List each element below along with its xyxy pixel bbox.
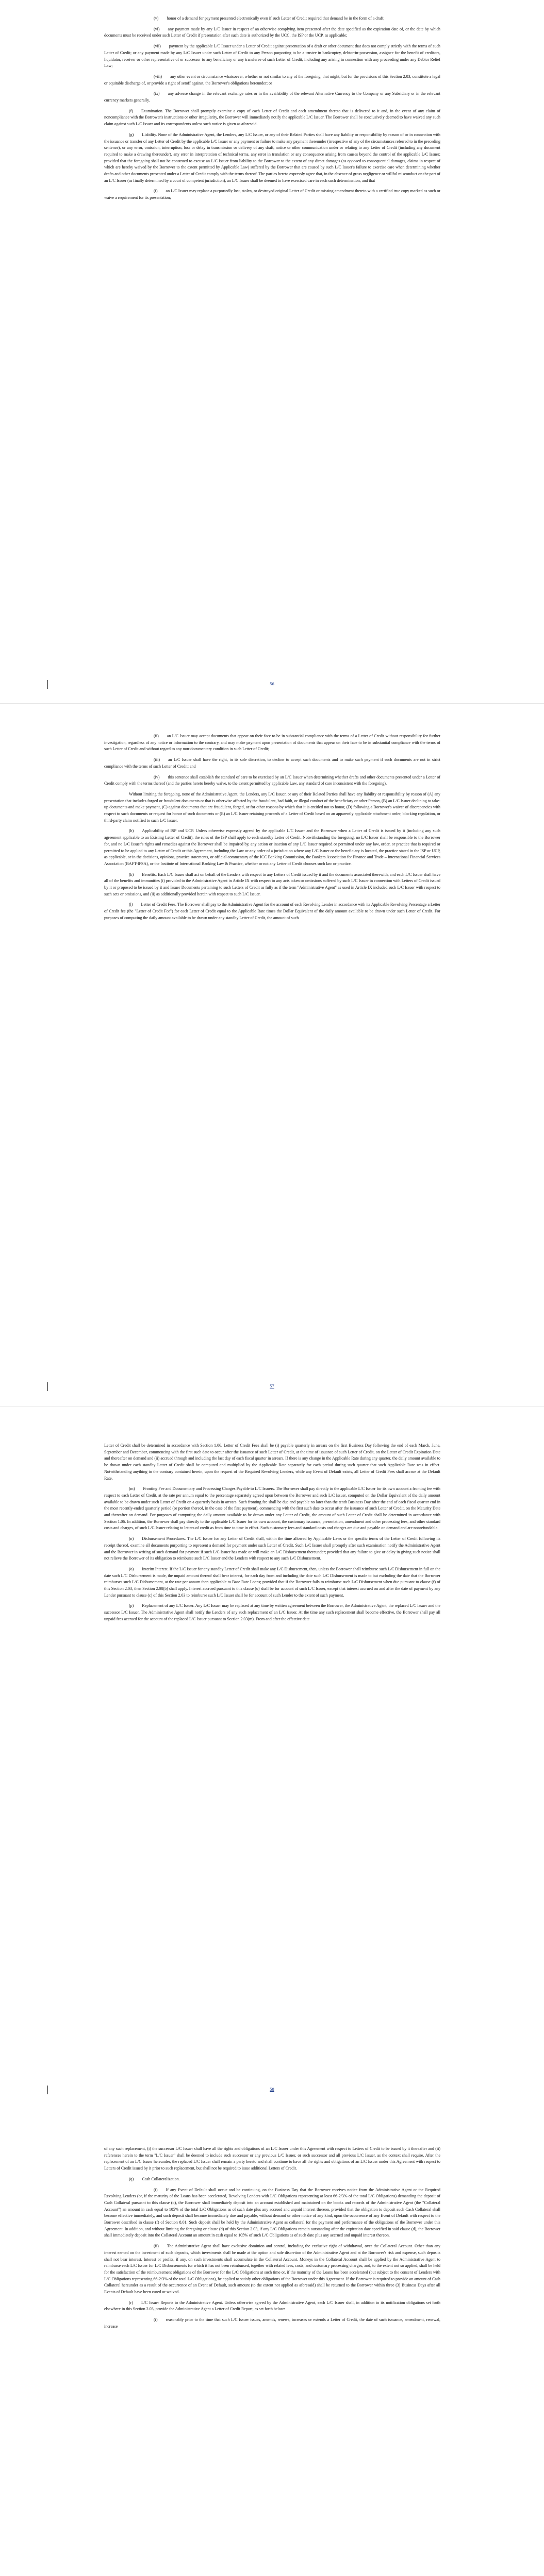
page-4 [0,2110,544,2576]
page-number[interactable]: 56 [270,681,274,686]
paragraph: (g) Liability. None of the Administrative Agent, the Lenders, any L/C Issuer, or any of their Related Parties shall have any liability or responsibility by reason of or in connection with the issuance or transfer of any Letter of Credit by the applicable L/C Issuer or any payment or failure to make any payment thereunder (irrespective of any of the circumstances referred to in the preceding sentence), or any error, omission, interruption, loss or delay in transmission or delivery of any draft, notice or other communication under or relating to any Letter of Credit (including any document required to make a drawing thereunder), any error in interpretation of technical terms, any error in translation or any consequence arising from causes beyond the control of the applicable L/C Issuer; provided that the foregoing shall not be construed to excuse an L/C Issuer from liability to the Borrower to the extent of any direct damages (as opposed to consequential damages, claims in respect of which are hereby waived by the Borrower to the extent permitted by Applicable Law) suffered by the Borrower that are caused by such L/C Issuer's failure to exercise care when determining whether drafts and other documents presented under a Letter of Credit comply with the terms thereof. The parties hereto expressly agree that, in the absence of gross negligence or willful misconduct on the part of an L/C Issuer (as finally determined by a court of competent jurisdiction), an L/C Issuer shall be deemed to have exercised care in each such determination, and that [104,132,440,183]
paragraph: (i) an L/C Issuer may replace a purportedly lost, stolen, or destroyed original Letter of Credit or missing amendment thereto with a certified true copy marked as such or waive a requirement for its presentation; [104,189,440,200]
page-number[interactable]: 57 [270,1383,274,1388]
paragraph: (m) Fronting Fee and Documentary and Processing Charges Payable to L/C Issuers. The Borrower shall pay directly to the applicable L/C Issuer for its own account a fronting fee with respect to each Letter of Credit, at the rate per annum equal to the percentage separately agreed upon between the Borrower and such L/C Issuer, computed on the Dollar Equivalent of the daily amount available to be drawn under such Letter of Credit on a quarterly basis in arrears. Such fronting fee shall be due and payable no later than the tenth Business Day after the end of each fiscal quarter end in the most recently-ended quarterly period (or portion thereof, in the case of the first payment), commencing with the first such date to occur after the issuance of such Letter of Credit, on the Maturity Date and thereafter on demand. For purposes of computing the daily amount available to be drawn under any Letter of Credit, the amount of such Letter of Credit shall be determined in accordance with Section 1.06. In addition, the Borrower shall pay directly to the applicable L/C Issuer for its own account, the customary issuance, presentation, amendment and other processing fees, and other standard costs and charges, of such L/C Issuer relating to letters of credit as from time to time in effect. Such customary fees and standard costs and charges are due and payable on demand and are nonrefundable. [104,1486,440,1531]
paragraph: (q) Cash Collateralization. [129,2176,180,2181]
paragraph: (h) Applicability of ISP and UCP. Unless otherwise expressly agreed by the applicable L/C Issuer and the Borrower when a Letter of Credit is issued by it (including any such agreement applicable to an Existing Letter of Credit), the rules of the ISP shall apply to each standby Letter of Credit. Notwithstanding the foregoing, no L/C Issuer shall be responsible to the Borrower for, and no L/C Issuer's rights and remedies against the Borrower shall be impaired by, any action or inaction of any L/C Issuer required or permitted under any law, order, or practice that is required or permitted to be applied to any Letter of Credit or this Agreement, including the Law or any order of a jurisdiction where any L/C Issuer or the beneficiary is located, the practice stated in the ISP or UCP, as applicable, or in the decisions, opinions, practice statements, or official commentary of the ICC Banking Commission, the Bankers Association for Finance and Trade – International Financial Services Association (BAFT-IFSA), or the Institute of International Banking Law & Practice, whether or not any Letter of Credit chooses such law or practice. [104,828,440,866]
paragraph: (iv) this sentence shall establish the standard of care to be exercised by an L/C Issuer when determining whether drafts and other documents presented under a Letter of Credit comply with the terms thereof (and the parties hereto hereby waive, to the extent permitted by applicable Law, any standard of care inconsistent with the foregoing). [104,774,440,786]
page-number[interactable]: 58 [270,2087,274,2092]
page-body [104,733,440,926]
paragraph: (ix) any adverse change in the relevant exchange rates or in the availability of the relevant Alternative Currency to the Company or any Subsidiary or in the relevant currency markets generally. [104,91,440,103]
paragraph: Letter of Credit shall be determined in accordance with Section 1.06. Letter of Credit Fees shall be (i) payable quarterly in arrears on the first Business Day following the end of each March, June, September and December, commencing with the first such date to occur after the issuance of such Letter of Credit, at the time of issuance of such Letter of Credit, on the Letter of Credit Expiration Date and thereafter on demand and (ii) accrued through and including the last day of each fiscal quarter in arrears. If there is any change in the Applicable Rate during any quarter, the daily amount available to be drawn under each standby Letter of Credit shall be computed and multiplied by the Applicable Rate separately for each period during such quarter that such Applicable Rate was in effect. Notwithstanding anything to the contrary contained herein, upon the request of the Required Revolving Lenders, while any Event of Default exists, all Letter of Credit Fees shall accrue at the Default Rate. [104,1443,440,1481]
paragraph: (i) If any Event of Default shall occur and be continuing, on the Business Day that the Borrower receives notice from the Administrative Agent or the Required Revolving Lenders (or, if the maturity of the Loans has been accelerated, Revolving Lenders with L/C Obligations representing at least 66-2/3% of the total L/C Obligations) demanding the deposit of Cash Collateral pursuant to this clause (q), the Borrower shall immediately deposit into an account established and maintained on the books and records of the Administrative Agent (the "Collateral Account") an amount in cash equal to 105% of the total L/C Obligations as of such date plus any accrued and unpaid interest thereon, provided that the obligation to deposit such Cash Collateral shall become effective immediately, and such deposit shall become immediately due and payable, without demand or other notice of any kind, upon the occurrence of any Event of Default with respect to the Borrower described in clause (f) of Section 8.01. Such deposit shall be held by the Administrative Agent as collateral for the payment and performance of the obligations of the Borrower under this Agreement. In addition, and without limiting the foregoing or clause (d) of this Section 2.03, if any L/C Obligations remain outstanding after the expiration date specified in said clause (d), the Borrower shall immediately deposit into the Collateral Account an amount in cash equal to 105% of such L/C Obligations as of such date plus any accrued and unpaid interest thereon. [104,2187,440,2238]
paragraph: (p) Replacement of any L/C Issuer. Any L/C Issuer may be replaced at any time by written agreement between the Borrower, the Administrative Agent, the replaced L/C Issuer and the successor L/C Issuer. The Administrative Agent shall notify the Lenders of any such replacement of an L/C Issuer. At the time any such replacement shall become effective, the Borrower shall pay all unpaid fees accrued for the account of the replaced L/C Issuer pursuant to Section 2.03(m). From and after the effective date [104,1603,440,1621]
paragraph: Without limiting the foregoing, none of the Administrative Agent, the Lenders, any L/C Issuer, or any of their Related Parties shall have any liability or responsibility by reason of (A) any presentation that includes forged or fraudulent documents or that is otherwise affected by the fraudulent, bad faith, or illegal conduct of the beneficiary or other Person, (B) an L/C Issuer declining to take-up documents and make payment, (C) against documents that are fraudulent, forged, or for other reasons by which that it is entitled not to honor, (D) following a Borrower's waiver of discrepancies with respect to such documents or request for honor of such documents or (E) an L/C Issuer retaining proceeds of a Letter of Credit based on an apparently applicable attachment order, blocking regulation, or third-party claim notified to such L/C Issuer. [104,791,440,823]
page-body [104,2146,440,2334]
page-3 [0,1406,544,2110]
paragraph: (viii) any other event or circumstance whatsoever, whether or not similar to any of the foregoing, that might, but for the provisions of this Section 2.03, constitute a legal or equitable discharge of, or provide a right of setoff against, the Borrower's obligations hereunder; or [104,74,440,86]
paragraph: (o) Interim Interest. If the L/C Issuer for any standby Letter of Credit shall make any L/C Disbursement, then, unless the Borrower shall reimburse such L/C Disbursement in full on the date such L/C Disbursement is made, the unpaid amount thereof shall bear interest, for each day from and including the date such L/C Disbursement is made to but excluding the date that the Borrower reimburses such L/C Disbursement, at the rate per annum then applicable to Base Rate Loans; provided that if the Borrower fails to reimburse such L/C Disbursement when due pursuant to clause (f) of this Section 2.03, then Section 2.08(b) shall apply. Interest accrued pursuant to this clause (o) shall be for account of such L/C Issuer, except that interest accrued on and after the date of payment by any Lender pursuant to clause (c) of this Section 2.03 to reimburse such L/C Issuer shall be for account of such Lender to the extent of such payment. [104,1566,440,1598]
paragraph: (vi) any payment made by any L/C Issuer in respect of an otherwise complying item presented after the date specified as the expiration date of, or the date by which documents must be received under such Letter of Credit if presentation after such date is authorized by the UCC, the ISP or the UCP, as applicable; [104,26,440,38]
paragraph: (k) Benefits. Each L/C Issuer shall act on behalf of the Lenders with respect to any Letters of Credit issued by it and the documents associated therewith, and each L/C Issuer shall have all of the benefits and immunities (i) provided to the Administrative Agent in Article IX with respect to any acts taken or omissions suffered by such L/C Issuer in connection with Letters of Credit issued by it or proposed to be issued by it and Issuer Documents pertaining to such Letters of Credit as fully as if the term "Administrative Agent" as used in Article IX included such L/C Issuer with respect to such acts or omissions, and (ii) as additionally provided herein with respect to such L/C Issuer. [104,872,440,896]
paragraph: (f) Examination. The Borrower shall promptly examine a copy of each Letter of Credit and each amendment thereto that is delivered to it and, in the event of any claim of noncompliance with the Borrower's instructions or other irregularity, the Borrower will immediately notify the applicable L/C Issuer. The Borrower shall be conclusively deemed to have waived any such claim against such L/C Issuer and its correspondents unless such notice is given as aforesaid. [104,108,440,127]
page-1 [0,0,544,703]
paragraph: (ii) an L/C Issuer may accept documents that appear on their face to be in substantial compliance with the terms of a Letter of Credit without responsibility for further investigation, regardless of any notice or information to the contrary, and may make payment upon presentation of documents that appear on their face to be in substantial compliance with the terms of such Letter of Credit and without regard to any non-documentary condition in such Letter of Credit; [104,734,440,752]
paragraph: (l) Letter of Credit Fees. The Borrower shall pay to the Administrative Agent for the account of each Revolving Lender in accordance with its Applicable Revolving Percentage a Letter of Credit fee (the "Letter of Credit Fee") for each Letter of Credit equal to the Applicable Rate times the Dollar Equivalent of the daily amount available to be drawn under such Letter of Credit. For purposes of computing the daily amount available to be drawn under any standby Letter of Credit, the amount of such [104,902,440,920]
paragraph: (iii) an L/C Issuer shall have the right, in its sole discretion, to decline to accept such documents and to make such payment if such documents are not in strict compliance with the terms of such Letter of Credit; and [104,757,440,769]
paragraph: (n) Disbursement Procedures. The L/C Issuer for any Letter of Credit shall, within the time allowed by Applicable Laws or the specific terms of the Letter of Credit following its receipt thereof, examine all documents purporting to represent a demand for payment under such Letter of Credit. Such L/C Issuer shall promptly after such examination notify the Administrative Agent and the Borrower in writing of such demand for payment if such L/C Issuer has made or will make an L/C Disbursement thereunder; provided that any failure to give or delay in giving such notice shall not relieve the Borrower of its obligation to reimburse such L/C Issuer and the Lenders with respect to any such L/C Disbursement. [104,1536,440,1561]
page-body [104,1443,440,1627]
page-body [104,15,440,206]
paragraph: (ii) The Administrative Agent shall have exclusive dominion and control, including the exclusive right of withdrawal, over the Collateral Account. Other than any interest earned on the investment of such deposits, which investments shall be made at the option and sole discretion of the Administrative Agent and at the Borrower's risk and expense, such deposits shall not bear interest. Interest or profits, if any, on such investments shall accumulate in the Collateral Account. Moneys in the Collateral Account shall be applied by the Administrative Agent to reimburse each L/C Issuer for L/C Disbursements for which it has not been reimbursed, together with related fees, costs, and customary processing charges, and, to the extent not so applied, shall be held for the satisfaction of the reimbursement obligations of the Borrower for the L/C Obligations at such time or, if the maturity of the Loans has been accelerated (but subject to the consent of Lenders with L/C Obligations representing 66-2/3% of the total L/C Obligations), be applied to satisfy other obligations of the Borrower under this Agreement. If the Borrower is required to provide an amount of Cash Collateral hereunder as a result of the occurrence of an Event of Default, such amount (to the extent not applied as aforesaid) shall be returned to the Borrower within three (3) Business Days after all Events of Default have been cured or waived. [104,2244,440,2295]
page-2 [0,703,544,1406]
paragraph: (i) reasonably prior to the time that such L/C Issuer issues, amends, renews, increases or extends a Letter of Credit, the date of such issuance, amendment, renewal, increase [104,2317,440,2329]
paragraph: of any such replacement, (i) the successor L/C Issuer shall have all the rights and obligations of an L/C Issuer under this Agreement with respect to Letters of Credit to be issued by it thereafter and (ii) references herein to the term "L/C Issuer" shall be deemed to include such successor or any previous L/C Issuer, or such successor and all previous L/C Issuer, as the context shall require. After the replacement of an L/C Issuer hereunder, the replaced L/C Issuer shall remain a party hereto and shall continue to have all the rights and obligations of an L/C Issuer under this Agreement with respect to Letters of Credit issued by it prior to such replacement, but shall not be required to issue additional Letters of Credit. [104,2146,440,2171]
paragraph: (r) L/C Issuer Reports to the Administrative Agent. Unless otherwise agreed by the Administrative Agent, each L/C Issuer shall, in addition to its notification obligations set forth elsewhere in this Section 2.03, provide the Administrative Agent a Letter of Credit Report, as set forth below: [104,2300,440,2312]
paragraph: (v) honor of a demand for payment presented electronically even if such Letter of Credit required that demand be in the form of a draft; [154,16,385,21]
paragraph: (vii) payment by the applicable L/C Issuer under a Letter of Credit against presentation of a draft or other document that does not comply strictly with the terms of such Letter of Credit; or any payment made by any L/C Issuer under such Letter of Credit to any Person purporting to be a trustee in bankruptcy, debtor-in-possession, assignee for the benefit of creditors, liquidator, receiver or other representative of or successor to any beneficiary or any transferee of such Letter of Credit, including any arising in connection with any proceeding under any Debtor Relief Law; [104,44,440,69]
